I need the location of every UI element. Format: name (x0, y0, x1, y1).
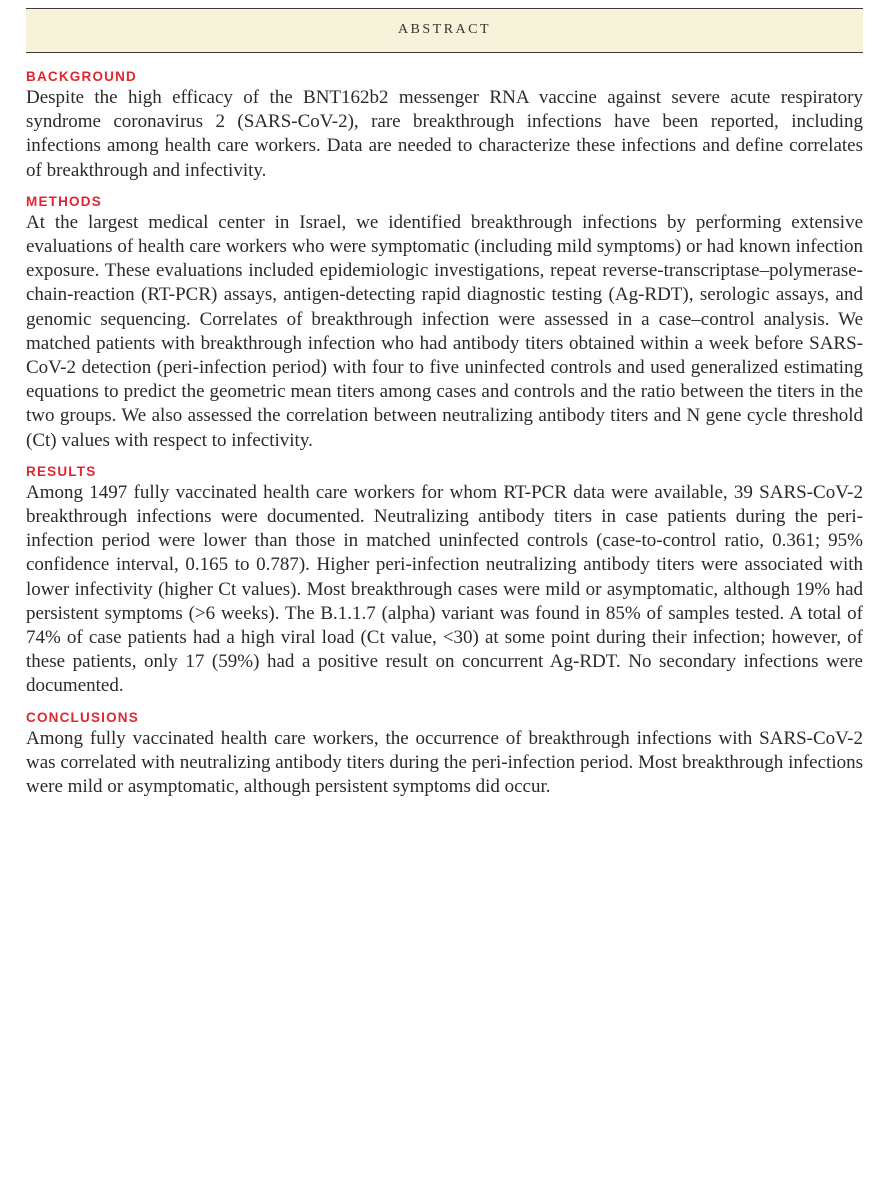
section-conclusions (26, 709, 863, 800)
section-body-methods: At the largest medical center in Israel, we identified breakthrough infections by performing extensive evaluations of health care workers who were symptomatic (including mild symptoms) or had known infection exposure. These evaluations included epidemiologic investigations, repeat reverse-transcriptase–polymerase-chain-reaction (RT-PCR) assays, antigen-detecting rapid diagnostic testing (Ag-RDT), serologic assays, and genomic sequencing. Correlates of breakthrough infection were assessed in a case–control analysis. We matched patients with breakthrough infection who had antibody titers obtained within a week before SARS-CoV-2 detection (peri-infection period) with four to five uninfected controls and used generalized estimating equations to predict the geometric mean titers among cases and controls and the ratio between the titers in the two groups. We also assessed the correlation between neutralizing antibody titers and N gene cycle threshold (Ct) values with respect to infectivity. (26, 211, 863, 451)
section-heading-results: RESULTS (26, 463, 97, 479)
section-body-conclusions: Among fully vaccinated health care workers, the occurrence of breakthrough infections with SARS-CoV-2 was correlated with neutralizing antibody titers during the peri-infection period. Most breakthrough infections were mild or asymptomatic, although persistent symptoms did occur. (26, 727, 863, 798)
section-heading-background: BACKGROUND (26, 69, 137, 84)
section-background (26, 68, 863, 183)
section-heading-methods: METHODS (26, 193, 102, 209)
section-results (26, 463, 863, 699)
section-methods (26, 193, 863, 453)
abstract-title: ABSTRACT (397, 22, 492, 37)
section-heading-conclusions: CONCLUSIONS (26, 709, 139, 725)
abstract-content (26, 68, 863, 809)
section-body-results: Among 1497 fully vaccinated health care workers for whom RT-PCR data were available, 39 SARS-CoV-2 breakthrough infections were documented. Neutralizing antibody titers in case patients during the peri-infection period were lower than those in matched uninfected controls (case-to-control ratio, 0.361; 95% confidence interval, 0.165 to 0.787). Higher peri-infection neutralizing antibody titers were associated with lower infectivity (higher Ct values). Most breakthrough cases were mild or asymptomatic, although 19% had persistent symptoms (>6 weeks). The B.1.1.7 (alpha) variant was found in 85% of samples tested. A total of 74% of case patients had a high viral load (Ct value, <30) at some point during their infection; however, of these patients, only 17 (59%) had a positive result on concurrent Ag-RDT. No secondary infections were documented. (26, 481, 863, 697)
section-body-background: Despite the high efficacy of the BNT162b2 messenger RNA vaccine against severe acute respiratory syndrome coronavirus 2 (SARS-CoV-2), rare breakthrough infections have been reported, including infections among health care workers. Data are needed to characterize these infections and define correlates of breakthrough and infectivity. (26, 87, 863, 181)
abstract-header (26, 8, 863, 53)
